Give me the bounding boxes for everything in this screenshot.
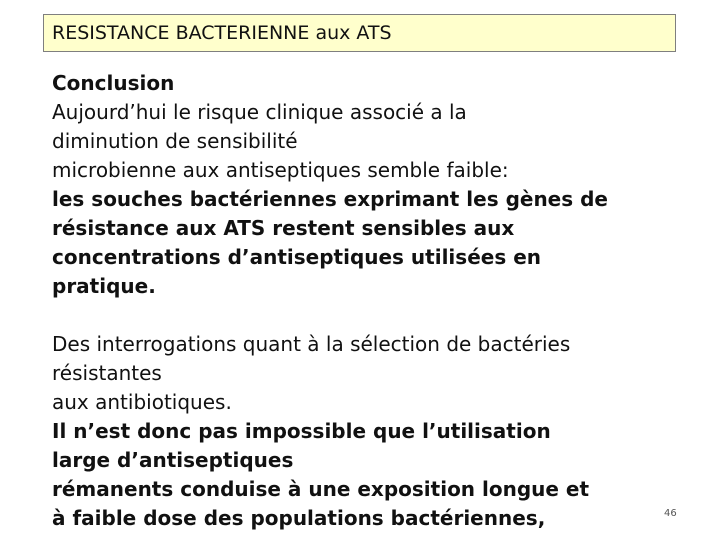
text-line: diminution de sensibilité (52, 129, 298, 153)
bold-text-line: à faible dose des populations bactériennes, (52, 506, 546, 530)
slide-title-box (43, 14, 676, 52)
page-number: 46 (664, 508, 677, 519)
bold-text-line: les souches bactériennes exprimant les gènes de (52, 187, 608, 211)
text-line: microbienne aux antiseptiques semble faible: (52, 158, 509, 182)
bold-text-line: large d’antiseptiques (52, 448, 294, 472)
bold-text-line: résistance aux ATS restent sensibles aux (52, 216, 515, 240)
text-line: aux antibiotiques. (52, 390, 232, 414)
bold-text-line: rémanents conduise à une exposition longue et (52, 477, 590, 501)
bold-text-line: pratique. (52, 274, 156, 298)
text-line: Aujourd’hui le risque clinique associé a la (52, 100, 467, 124)
slide-title: RESISTANCE BACTERIENNE aux ATS (52, 22, 392, 44)
text-line: Des interrogations quant à la sélection de bactéries (52, 332, 571, 356)
bold-text-line: Il n’est donc pas impossible que l’utilisation (52, 419, 551, 443)
conclusion-heading: Conclusion (52, 71, 175, 95)
text-line: résistantes (52, 361, 162, 385)
bold-text-line: concentrations d’antiseptiques utilisées en (52, 245, 541, 269)
